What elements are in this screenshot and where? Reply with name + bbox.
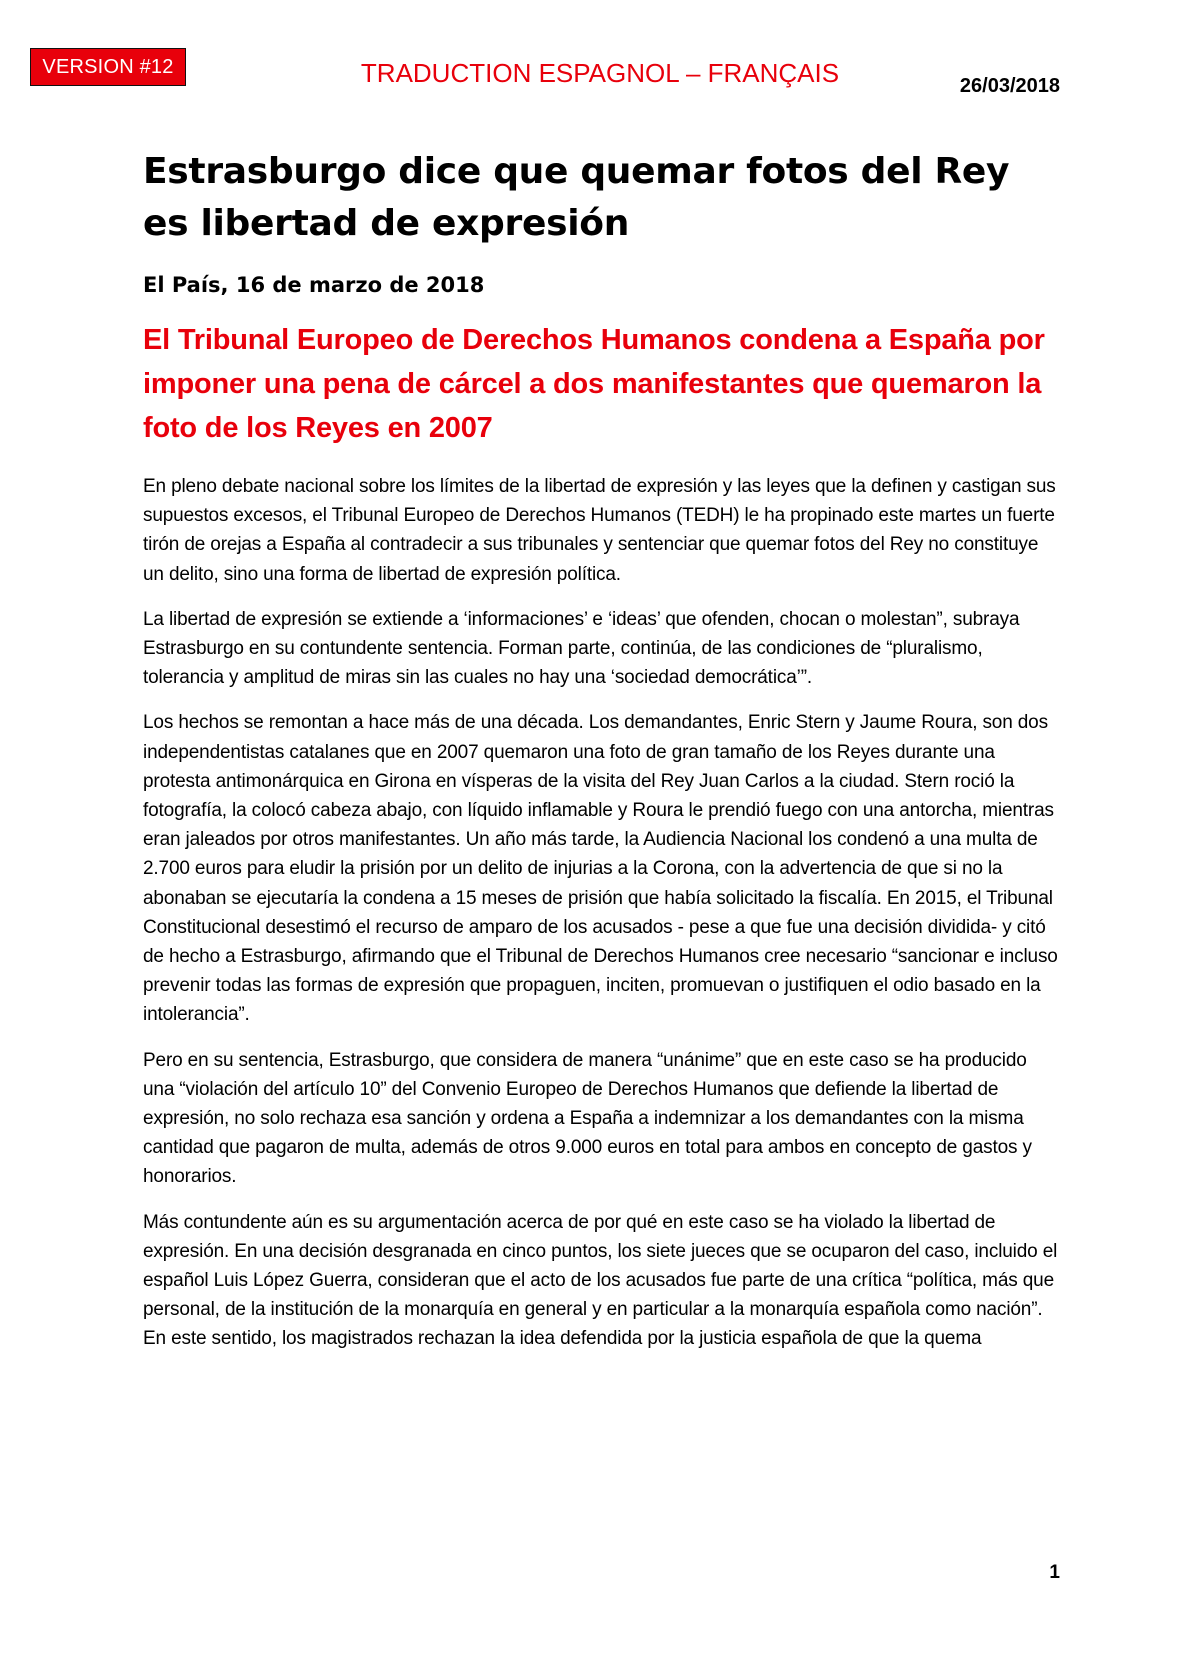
page-number: 1	[1049, 1562, 1060, 1583]
article-title: Estrasburgo dice que quemar fotos del Rey es libertad de expresión	[143, 151, 1010, 244]
article-source: El País, 16 de marzo de 2018	[143, 273, 485, 297]
paragraph-4: Pero en su sentencia, Estrasburgo, que considera de manera “unánime” que en este caso se ha producido una “violación del artículo 10” del Convenio Europeo de Derechos Humanos que defiende la libertad de expresión, no solo rechaza esa sanción y ordena a España a indemnizar a los demandantes con la misma cantidad que pagaron de multa, además de otros 9.000 euros en total para ambos en concepto de gastos y honorarios.	[143, 1049, 1032, 1188]
version-badge: VERSION #12	[30, 48, 186, 86]
document-date: 26/03/2018	[959, 75, 1060, 97]
paragraph-2: La libertad de expresión se extiende a ‘informaciones’ e ‘ideas’ que ofenden, chocan o molestan”, subraya Estrasburgo en su contundente sentencia. Forman parte, continúa, de las condiciones de “pluralismo, tolerancia y amplitud de miras sin las cuales no hay una ‘sociedad democrática’”.	[143, 608, 1020, 689]
paragraph-5: Más contundente aún es su argumentación acerca de por qué en este caso se ha violado la libertad de expresión. En una decisión desgranada en cinco puntos, los siete jueces que se ocuparon del caso, incluido el español Luis López Guerra, consideran que el acto de los acusados fue parte de una crítica “política, más que personal, de la institución de la monarquía en general y en particular a la monarquía española como nación”. En este sentido, los magistrados rechazan la idea defendida por la justicia española de que la quema	[143, 1211, 1058, 1350]
paragraph-3: Los hechos se remontan a hace más de una década. Los demandantes, Enric Stern y Jaume Roura, son dos independentistas catalanes que en 2007 quemaron una foto de gran tamaño de los Reyes durante una protesta antimonárquica en Girona en vísperas de la visita del Rey Juan Carlos a la ciudad. Stern roció la fotografía, la colocó cabeza abajo, con líquido inflamable y Roura le prendió fuego con una antorcha, mientras eran jaleados por otros manifestantes. Un año más tarde, la Audiencia Nacional los condenó a una multa de 2.700 euros para eludir la prisión por un delito de injurias a la Corona, con la advertencia de que si no la abonaban se ejecutaría la condena a 15 meses de prisión que había solicitado la fiscalía. En 2015, el Tribunal Constitucional desestimó el recurso de amparo de los acusados - pese a que fue una decisión dividida- y citó de hecho a Estrasburgo, afirmando que el Tribunal de Derechos Humanos cree necesario “sancionar e incluso prevenir todas las formas de expresión que propaguen, inciten, promuevan o justifiquen el odio basado en la intolerancia”.	[143, 712, 1058, 1026]
article-body	[143, 146, 1063, 1354]
article-subtitle: El Tribunal Europeo de Derechos Humanos condena a España por imponer una pena de cárcel a dos manifestantes que quemaron la foto de los Reyes en 2007	[143, 324, 1045, 444]
translation-heading: TRADUCTION ESPAGNOL – FRANÇAIS	[360, 58, 840, 88]
paragraph-1: En pleno debate nacional sobre los límites de la libertad de expresión y las leyes que la definen y castigan sus supuestos excesos, el Tribunal Europeo de Derechos Humanos (TEDH) le ha propinado este martes un fuerte tirón de orejas a España al contradecir a sus tribunales y sentenciar que quemar fotos del Rey no constituye un delito, sino una forma de libertad de expresión política.	[143, 476, 1056, 585]
document-header	[0, 0, 1200, 110]
